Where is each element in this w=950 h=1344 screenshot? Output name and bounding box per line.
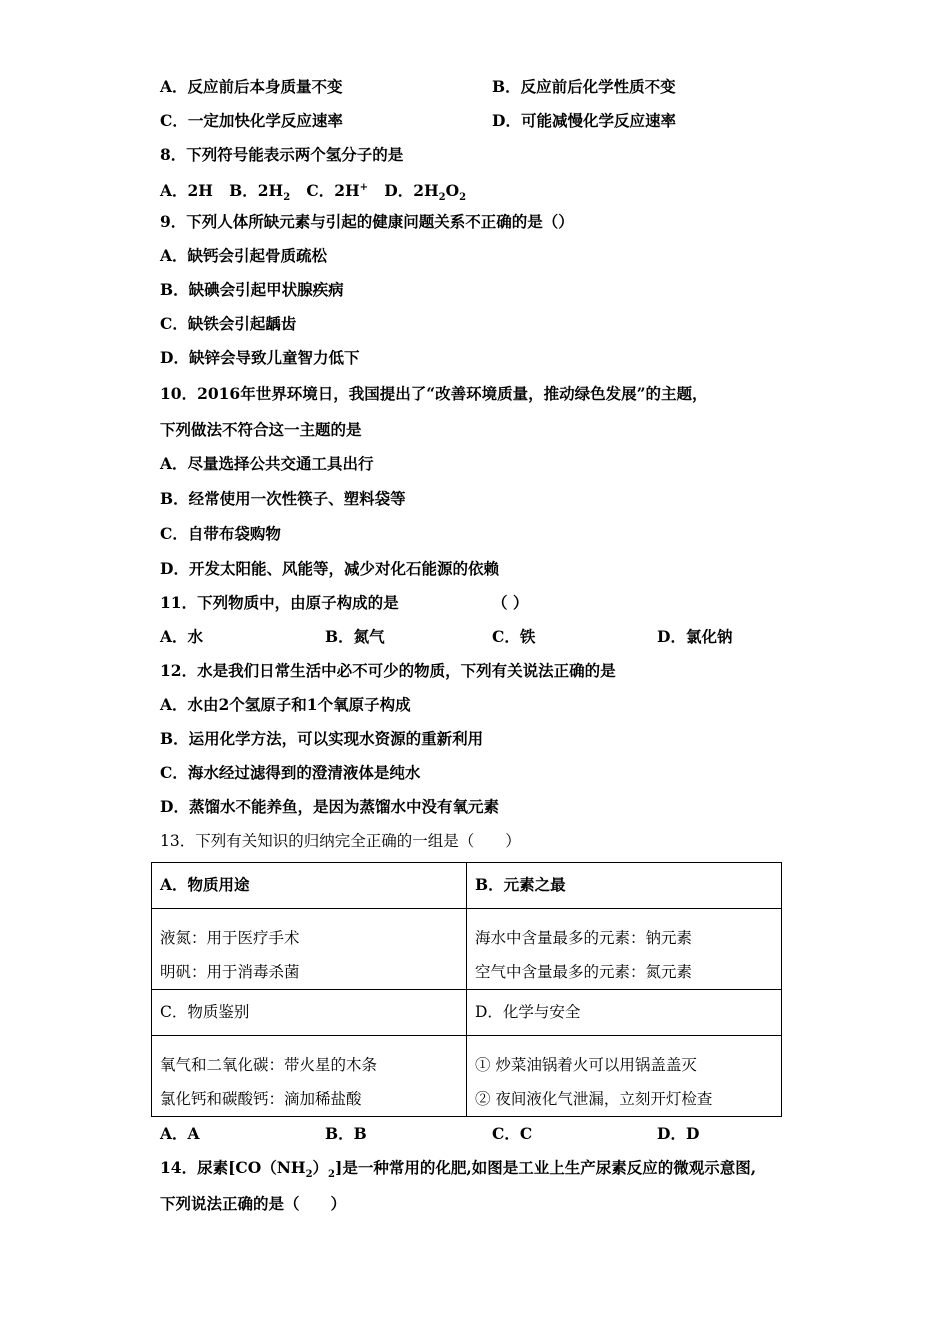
q9-option-a: A．缺钙会引起骨质疏松: [160, 246, 328, 265]
q8-option-c: C．2H+: [306, 181, 369, 201]
q11-option-a: A．水: [160, 627, 204, 646]
table-a-body: [152, 909, 467, 990]
q11-option-d: D．氯化钠: [657, 627, 733, 646]
q8-stem: 8．下列符号能表示两个氢分子的是: [160, 145, 404, 164]
q13-option-c: C．C: [492, 1124, 533, 1143]
q12-option-a: A．水由2个氢原子和1个氧原子构成: [160, 695, 411, 714]
q7-option-b: B．反应前后化学性质不变: [492, 77, 676, 96]
q9-option-d: D．缺锌会导致儿童智力低下: [160, 348, 360, 367]
q13-option-a: A．A: [160, 1124, 200, 1143]
table-b-line1: 海水中含量最多的元素：钠元素: [475, 929, 693, 947]
q7-option-d: D．可能减慢化学反应速率: [492, 111, 676, 130]
table-a-line1: 液氮：用于医疗手术: [160, 929, 300, 947]
q10-option-a: A．尽量选择公共交通工具出行: [160, 454, 374, 473]
table-d-line1: ① 炒菜油锅着火可以用锅盖盖灭: [475, 1056, 697, 1074]
q14-stem-line1: 14．尿素$[CO(NH_2)_2]$是一种常用的化肥,如图是工业上生产尿素反应的微观示意图,: [160, 1158, 757, 1181]
q7-option-c: C．一定加快化学反应速率: [160, 111, 343, 130]
q13-option-b: B．B: [325, 1124, 367, 1143]
table-d-line2: ② 夜间液化气泄漏，立刻开灯检查: [475, 1090, 713, 1108]
q10-stem-line2: 下列做法不符合这一主题的是: [160, 420, 362, 439]
q12-stem: 12．水是我们日常生活中必不可少的物质，下列有关说法正确的是: [160, 661, 616, 680]
q8-option-b: B．$2H_2$: [229, 181, 291, 204]
q13-knowledge-table: [151, 862, 782, 1117]
q11-paren: （ ）: [492, 593, 529, 612]
q10-option-c: C．自带布袋购物: [160, 524, 281, 543]
table-b-head: B．元素之最: [467, 863, 782, 909]
table-c-head: C．物质鉴别: [152, 990, 467, 1036]
q12-option-b: B．运用化学方法，可以实现水资源的重新利用: [160, 729, 484, 748]
table-c-line2: 氯化钙和碳酸钙：滴加稀盐酸: [160, 1090, 362, 1108]
table-c-line1: 氧气和二氧化碳：带火星的木条: [160, 1056, 378, 1074]
q8-options: [160, 178, 466, 208]
q9-stem: 9．下列人体所缺元素与引起的健康问题关系不正确的是（）: [160, 212, 574, 231]
q13-option-d: D．D: [657, 1124, 700, 1143]
q9-option-b: B．缺碘会引起甲状腺疾病: [160, 280, 344, 299]
q7-option-a: A．反应前后本身质量不变: [160, 77, 343, 96]
q12-option-d: D．蒸馏水不能养鱼，是因为蒸馏水中没有氧元素: [160, 797, 499, 816]
q10-stem-line1: 10．2016年世界环境日，我国提出了“改善环境质量，推动绿色发展”的主题，: [160, 384, 708, 403]
table-c-body: [152, 1036, 467, 1117]
q12-option-c: C．海水经过滤得到的澄清液体是纯水: [160, 763, 421, 782]
table-b-body: [467, 909, 782, 990]
q14-stem-line2: 下列说法正确的是（ ）: [160, 1194, 347, 1213]
table-a-line2: 明矾：用于消毒杀菌: [160, 963, 300, 981]
table-a-head: A．物质用途: [152, 863, 467, 909]
q8-option-a: A．2H: [160, 181, 213, 201]
q11-option-b: B．氮气: [325, 627, 385, 646]
q9-option-c: C．缺铁会引起龋齿: [160, 314, 297, 333]
q10-option-d: D．开发太阳能、风能等，减少对化石能源的依赖: [160, 559, 499, 578]
table-d-head: D．化学与安全: [467, 990, 782, 1036]
table-b-line2: 空气中含量最多的元素：氮元素: [475, 963, 693, 981]
q11-stem: 11．下列物质中，由原子构成的是: [160, 593, 399, 612]
table-d-body: [467, 1036, 782, 1117]
q10-option-b: B．经常使用一次性筷子、塑料袋等: [160, 489, 406, 508]
q11-option-c: C．铁: [492, 627, 536, 646]
q8-option-d: D．$2H_2O_2$: [384, 181, 467, 204]
q13-stem: 13．下列有关知识的归纳完全正确的一组是（ ）: [160, 832, 521, 850]
